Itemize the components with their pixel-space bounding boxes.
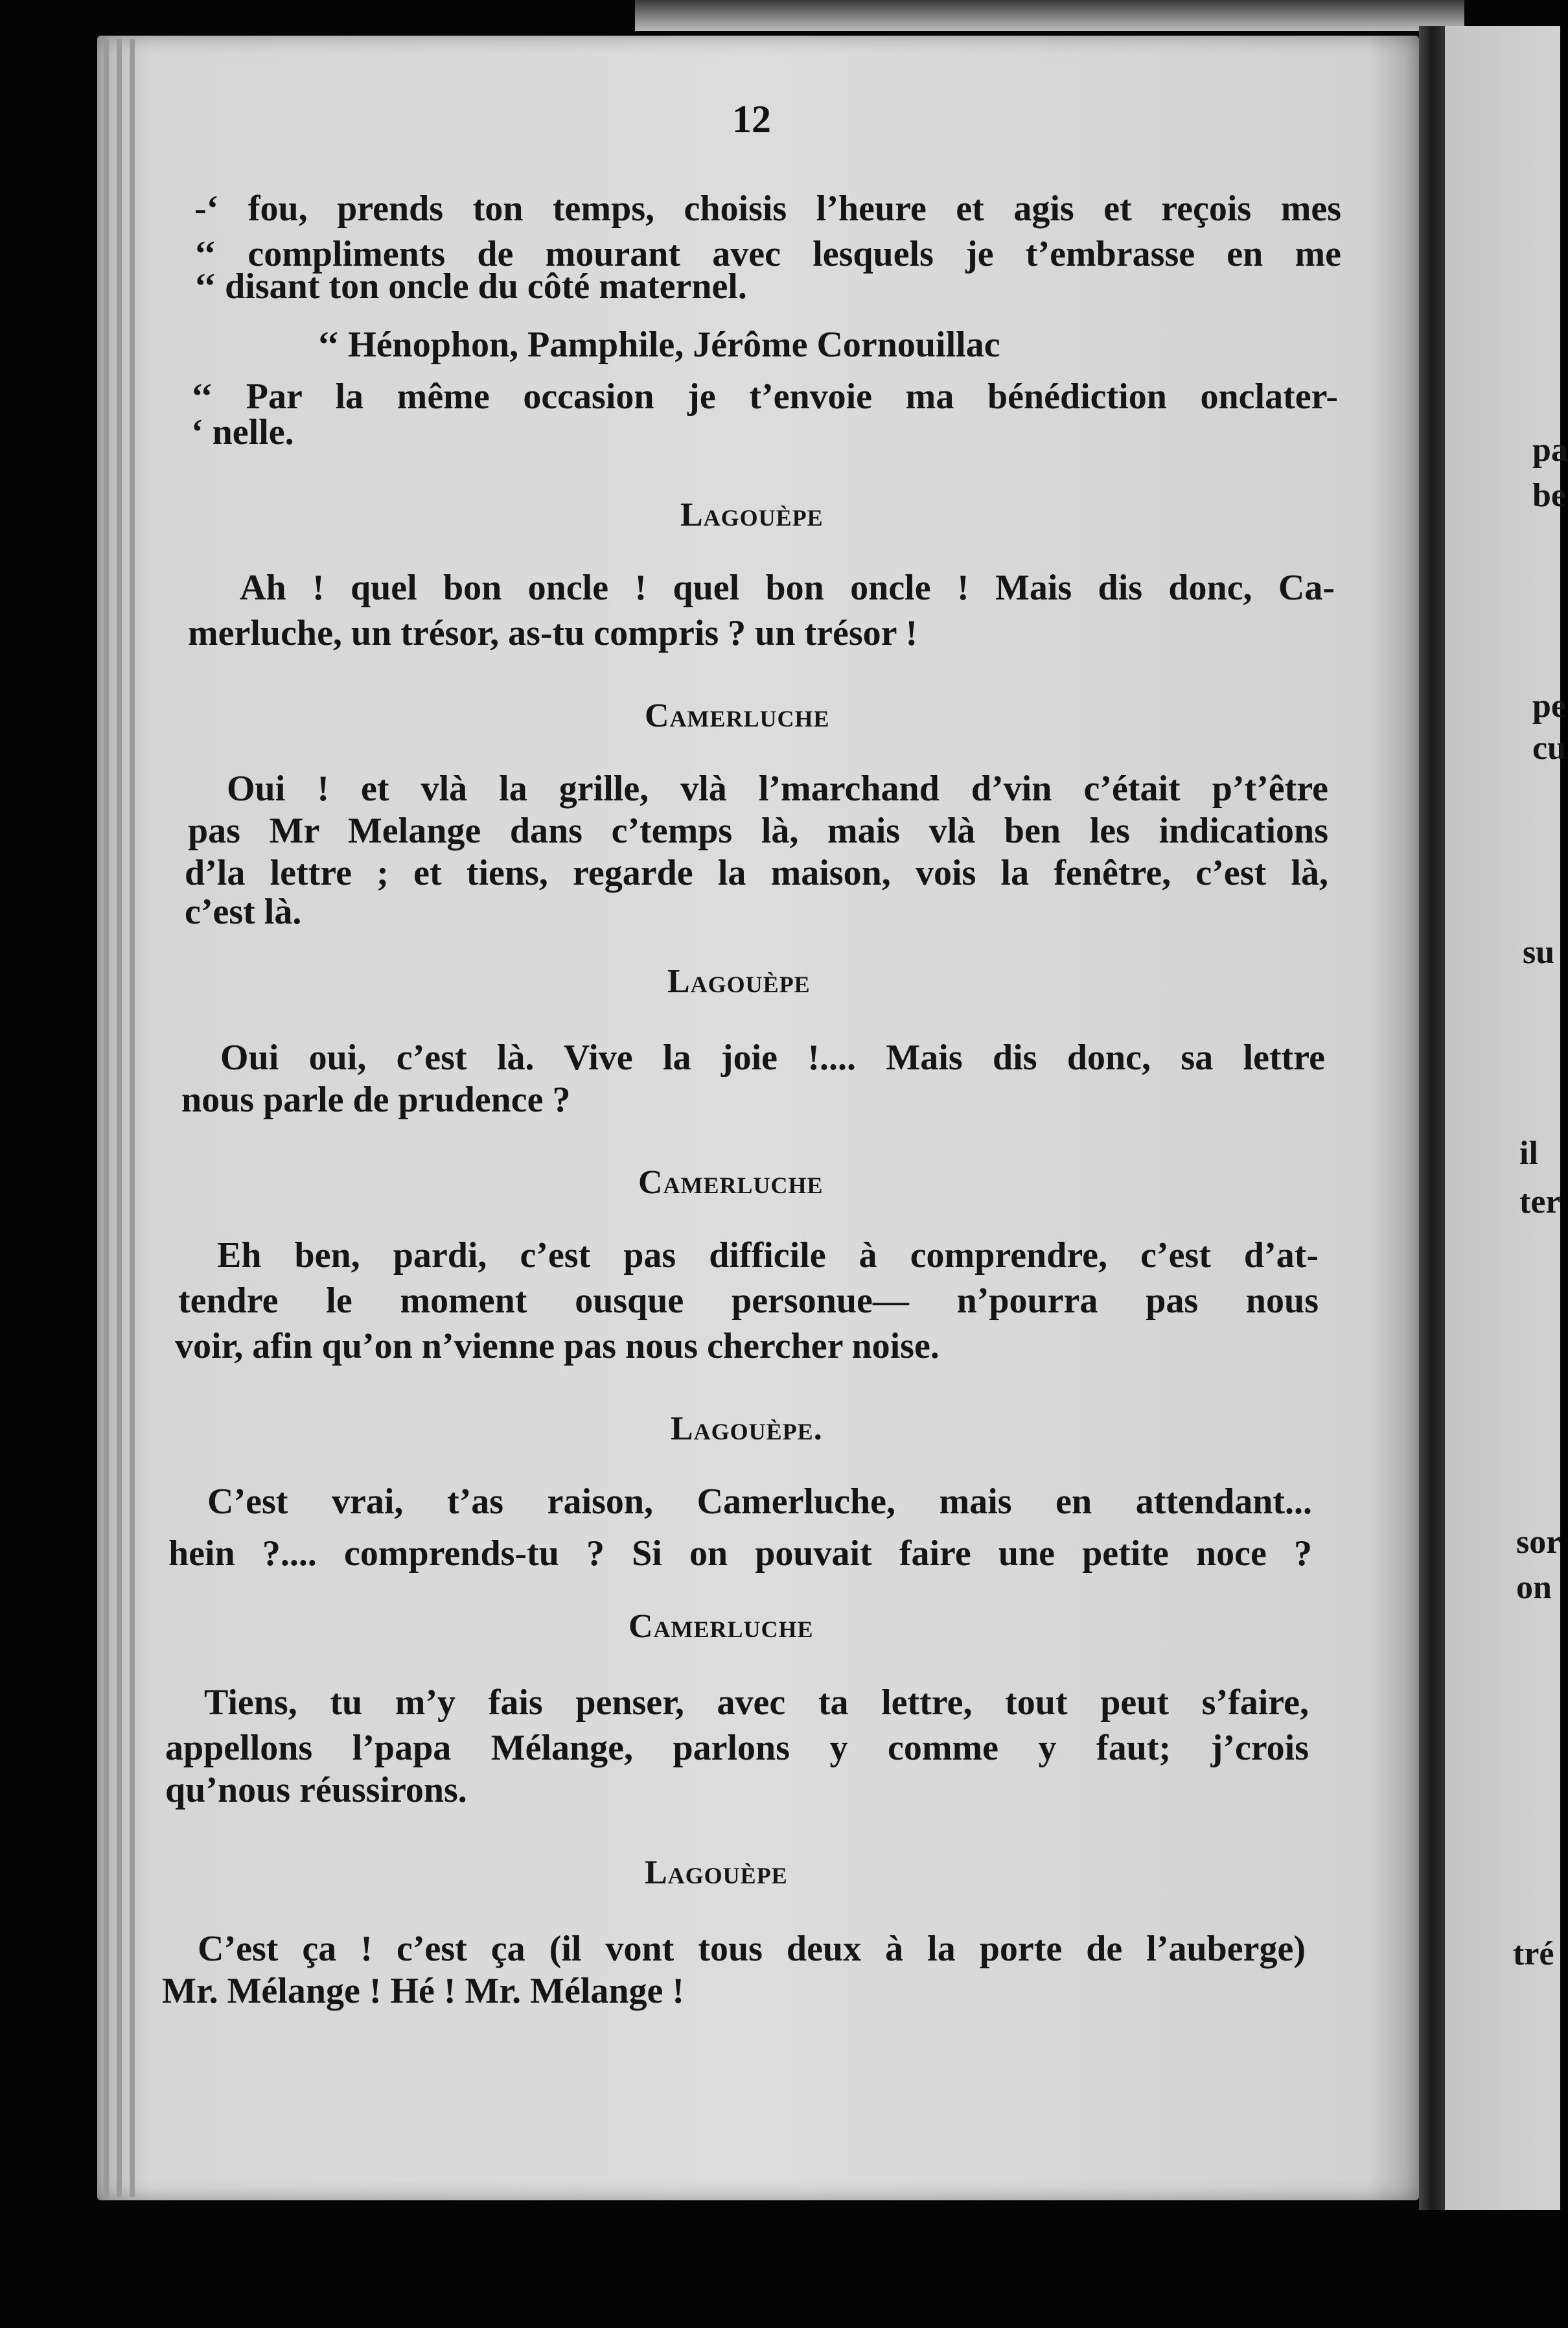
speaker-name: Camerluche bbox=[638, 1164, 824, 1201]
letter-line: ‘‘ disant ton oncle du côté maternel. bbox=[194, 266, 747, 307]
dialogue-line: c’est là. bbox=[185, 892, 302, 932]
right-page-fragment: cu bbox=[1532, 730, 1566, 767]
page-edge bbox=[104, 39, 109, 2197]
dialogue-line: Tiens, tu m’y fais penser, avec ta lettre, tout peut s’faire, bbox=[204, 1682, 1309, 1723]
speaker-name: Camerluche bbox=[628, 1608, 814, 1645]
speaker-name: Lagouèpe bbox=[645, 1854, 788, 1891]
speaker-name: Lagouèpe bbox=[667, 963, 811, 1000]
dialogue-line: merluche, un trésor, as-tu compris ? un trésor ! bbox=[188, 613, 918, 653]
page-number: 12 bbox=[732, 98, 771, 141]
dialogue-line: appellons l’papa Mélange, parlons y comme y faut; j’crois bbox=[165, 1728, 1309, 1768]
dialogue-line: tendre le moment ousque personue— n’pourra pas nous bbox=[178, 1281, 1319, 1321]
letter-line: -‘ fou, prends ton temps, choisis l’heure et agis et reçois mes bbox=[194, 189, 1341, 229]
right-page-fragment: pe bbox=[1532, 688, 1566, 725]
dialogue-line: pas Mr Melange dans c’temps là, mais vlà ben les indications bbox=[188, 811, 1328, 851]
dialogue-line: C’est vrai, t’as raison, Camerluche, mais en attendant... bbox=[207, 1482, 1312, 1522]
dialogue-line: Oui oui, c’est là. Vive la joie !.... Mais dis donc, sa lettre bbox=[220, 1038, 1325, 1078]
right-page-fragment: tré bbox=[1513, 1935, 1554, 1972]
letter-line: ‘ nelle. bbox=[191, 412, 294, 452]
page-edge bbox=[130, 39, 135, 2197]
page-edge bbox=[117, 39, 122, 2197]
right-page-fragment: pa bbox=[1532, 432, 1568, 469]
right-page-fragment: su bbox=[1523, 934, 1555, 971]
dialogue-line: d’la lettre ; et tiens, regarde la maison, vois la fenêtre, c’est là, bbox=[185, 853, 1328, 893]
right-page-fragment: il bbox=[1519, 1135, 1538, 1172]
dialogue-line: hein ?.... comprends-tu ? Si on pouvait faire une petite noce ? bbox=[168, 1533, 1312, 1574]
right-page-fragment: ter bbox=[1519, 1183, 1561, 1220]
dialogue-line: qu’nous réussirons. bbox=[165, 1770, 467, 1810]
speaker-name: Lagouèpe bbox=[680, 496, 824, 533]
speaker-name: Lagouèpe. bbox=[671, 1410, 823, 1447]
right-page bbox=[1445, 26, 1560, 2210]
dialogue-line: Mr. Mélange ! Hé ! Mr. Mélange ! bbox=[162, 1971, 685, 2011]
dialogue-line: voir, afin qu’on n’vienne pas nous chercher noise. bbox=[175, 1326, 940, 1366]
book-gutter bbox=[1419, 26, 1445, 2210]
letter-line: ‘‘ compliments de mourant avec lesquels je t’embrasse en me bbox=[194, 234, 1341, 274]
dialogue-line: Oui ! et vlà la grille, vlà l’marchand d’vin c’était p’t’être bbox=[227, 769, 1328, 809]
dialogue-line: Ah ! quel bon oncle ! quel bon oncle ! Mais dis donc, Ca- bbox=[240, 568, 1335, 608]
dialogue-line: Eh ben, pardi, c’est pas difficile à comprendre, c’est d’at- bbox=[217, 1235, 1319, 1275]
top-paper-edge bbox=[635, 0, 1464, 31]
right-page-fragment: be bbox=[1532, 477, 1566, 514]
letter-line: ‘‘ Par la même occasion je t’envoie ma bénédiction onclater- bbox=[191, 377, 1338, 417]
letter-signature: ‘‘ Hénophon, Pamphile, Jérôme Cornouillac bbox=[317, 325, 1000, 365]
dialogue-line: C’est ça ! c’est ça (il vont tous deux à la porte de l’auberge) bbox=[198, 1929, 1306, 1969]
dialogue-line: nous parle de prudence ? bbox=[181, 1080, 571, 1120]
right-page-fragment: on bbox=[1516, 1569, 1552, 1606]
right-page-fragment: sor bbox=[1516, 1524, 1562, 1561]
speaker-name: Camerluche bbox=[645, 697, 830, 734]
